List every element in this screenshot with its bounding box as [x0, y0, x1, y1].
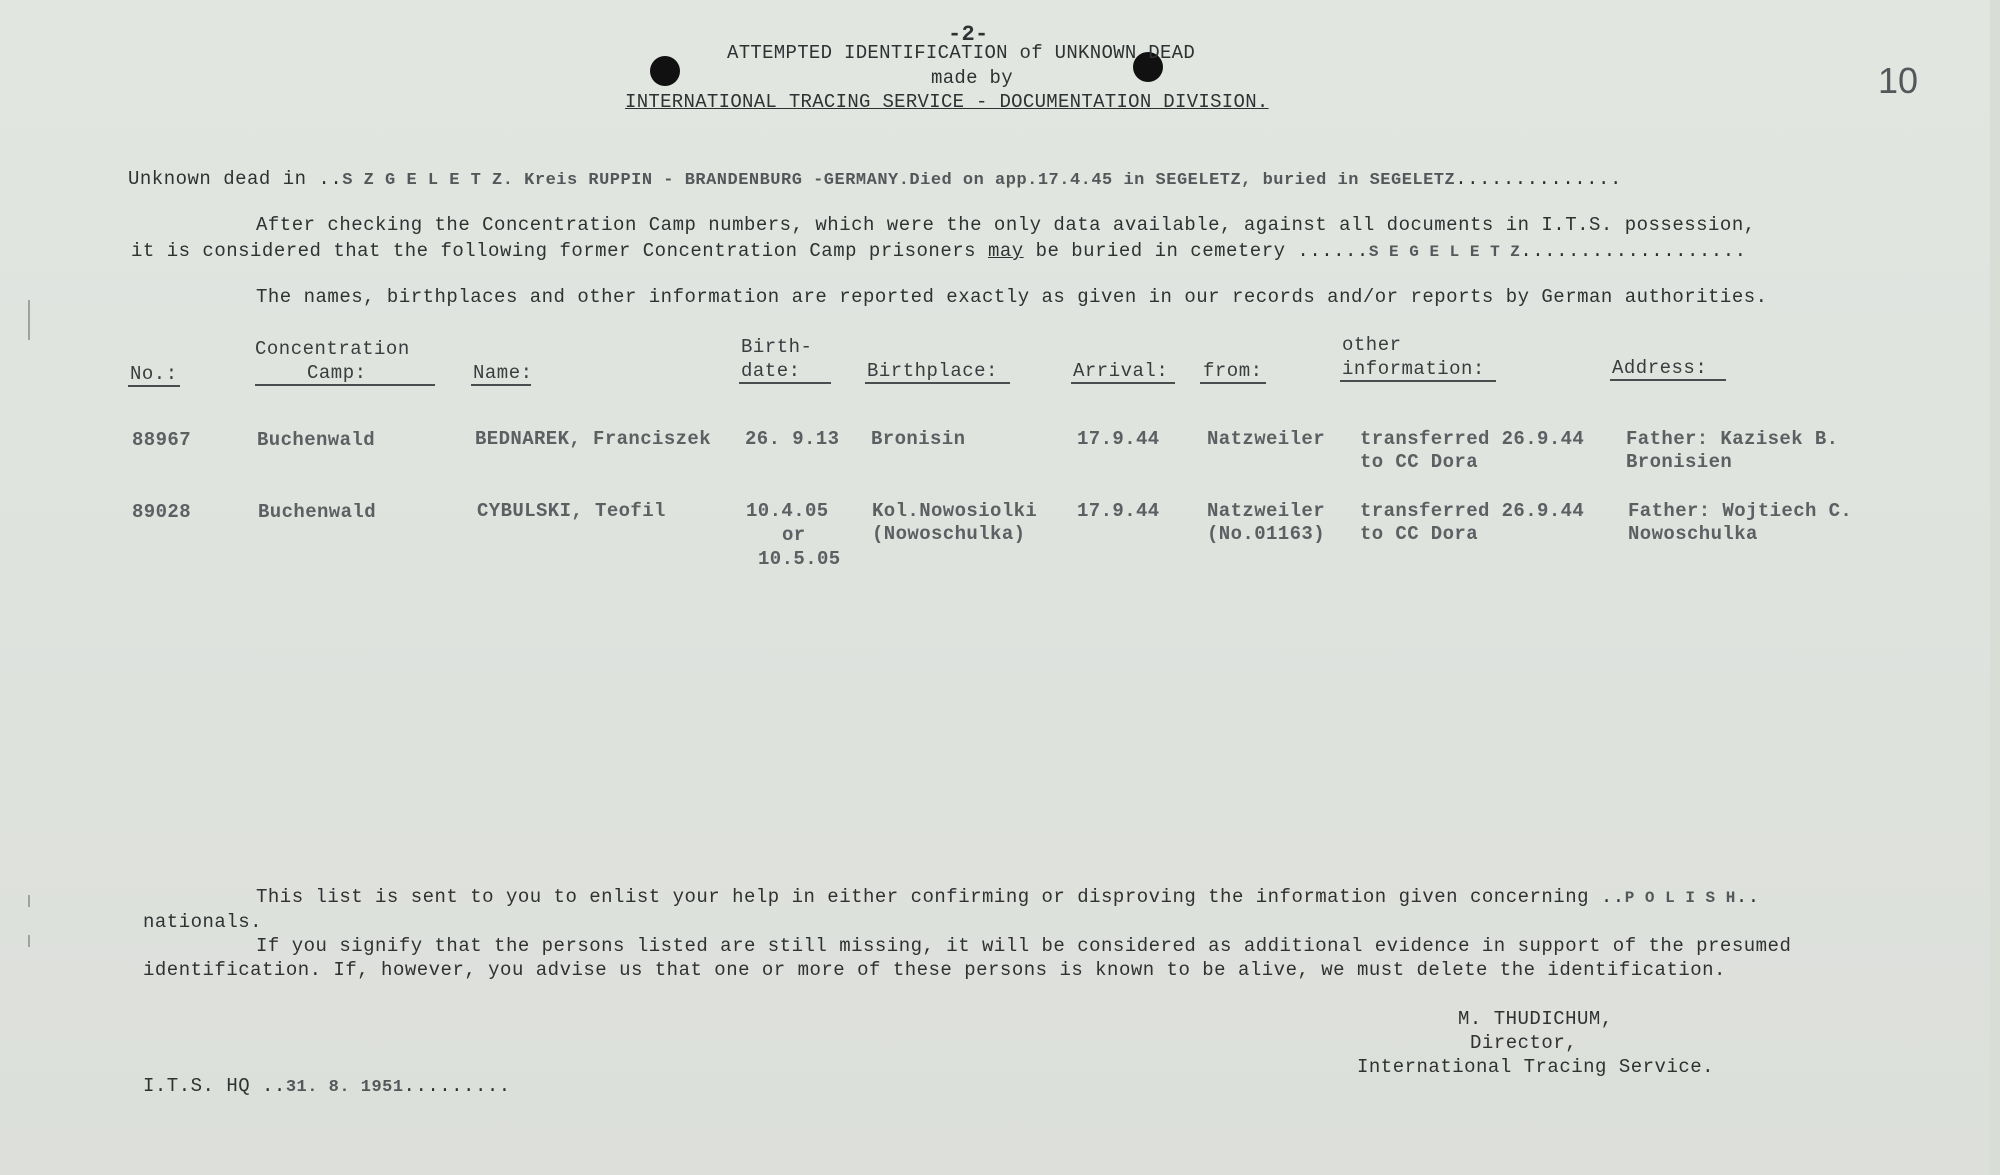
row1-address-line2: Bronisien [1626, 451, 1733, 473]
organization-heading: INTERNATIONAL TRACING SERVICE - DOCUMENTATION DIVISION. [625, 91, 1269, 113]
row2-birthdate: 10.4.05 [746, 500, 829, 522]
row1-from: Natzweiler [1207, 428, 1326, 450]
intro-line2-end: be buried in cemetery ...... [1035, 240, 1369, 262]
unknown-dead-label: Unknown dead in .. [128, 168, 343, 190]
page-marker: -2- [948, 22, 989, 47]
row1-arrival: 17.9.44 [1077, 428, 1160, 450]
row1-address-line1: Father: Kazisek B. [1626, 428, 1839, 450]
cemetery-trail: ................... [1520, 240, 1747, 262]
footer-date-value: 31. 8. 1951 [285, 1078, 404, 1097]
footer-date-trail: ......... [403, 1075, 511, 1097]
cemetery-value: S E G E L E T Z [1368, 243, 1521, 261]
header-name-underline [471, 384, 531, 386]
row2-birthplace-line2: (Nowoschulka) [872, 523, 1026, 545]
closing-line1-start: This list is sent to you to enlist your help in either confirming or disproving the information given concerning .. [256, 886, 1625, 908]
row1-no: 88967 [132, 429, 192, 451]
header-name: Name: [473, 362, 533, 384]
closing-line2: nationals. [143, 911, 263, 933]
row2-birthplace-line1: Kol.Nowosiolki [872, 500, 1038, 522]
closing-line4: identification. If, however, you advise us that one or more of these persons is known to be alive, we must delete the identification. [143, 959, 1726, 981]
header-from: from: [1203, 360, 1263, 382]
header-address-underline [1610, 379, 1726, 381]
row2-from-line2: (No.01163) [1207, 523, 1326, 545]
intro-paragraph-2: The names, birthplaces and other information are reported exactly as given in our records and/or reports by German authorities. [256, 286, 1768, 308]
may-emphasis: may [987, 240, 1024, 262]
unknown-dead-line [128, 168, 1622, 190]
row2-address-line1: Father: Wojtiech C. [1628, 500, 1853, 522]
footer-place-label: I.T.S. HQ .. [143, 1075, 286, 1097]
row1-other-line1: transferred 26.9.44 [1360, 428, 1585, 450]
header-arrival-underline [1071, 382, 1175, 384]
row1-birthdate: 26. 9.13 [745, 428, 840, 450]
made-by: made by [931, 67, 1013, 89]
header-camp-bottom: Camp: [307, 362, 367, 384]
edge-mark [28, 895, 30, 907]
header-camp-underline [255, 384, 435, 386]
row2-other-line1: transferred 26.9.44 [1360, 500, 1585, 522]
unknown-dead-trail: .............. [1455, 168, 1622, 190]
row1-name: BEDNAREK, Franciszek [475, 428, 712, 450]
header-address: Address: [1612, 357, 1708, 379]
punch-hole-left [650, 56, 680, 86]
header-birthdate-underline [739, 382, 831, 384]
closing-line3: If you signify that the persons listed are still missing, it will be considered as additional evidence in support of the presumed [256, 935, 1792, 957]
header-arrival: Arrival: [1073, 360, 1169, 382]
page-number: 10 [1878, 60, 1919, 101]
header-birthdate-top: Birth- [741, 336, 813, 358]
intro-paragraph-line2 [131, 240, 1747, 262]
unknown-dead-value: S Z G E L E T Z. Kreis RUPPIN - BRANDENBURG -GERMANY.Died on app.17.4.45 in SEGELETZ, buried in SEGELETZ [342, 171, 1456, 190]
signature-title: Director, [1470, 1032, 1578, 1054]
document-title: ATTEMPTED IDENTIFICATION of UNKNOWN DEAD [727, 42, 1196, 64]
footer-date-line [143, 1075, 511, 1097]
header-other-top: other [1342, 334, 1402, 356]
header-camp-top: Concentration [255, 338, 410, 360]
header-other-underline [1340, 380, 1496, 382]
row2-birthdate-alt: 10.5.05 [758, 548, 841, 570]
row1-other-line2: to CC Dora [1360, 451, 1479, 473]
row2-name: CYBULSKI, Teofil [477, 500, 666, 522]
edge-mark [28, 935, 30, 947]
nationality-value: P O L I S H [1624, 889, 1736, 907]
row2-other-line2: to CC Dora [1360, 523, 1479, 545]
row2-no: 89028 [132, 501, 192, 523]
signature-name: M. THUDICHUM, [1458, 1008, 1613, 1030]
closing-line1-trail: .. [1735, 886, 1760, 908]
header-birthplace-underline [865, 382, 1010, 384]
row2-camp: Buchenwald [258, 501, 377, 523]
row2-address-line2: Nowoschulka [1628, 523, 1758, 545]
intro-paragraph-line1: After checking the Concentration Camp numbers, which were the only data available, against all documents in I.T.S. possession, [256, 214, 1756, 236]
header-no-underline [128, 385, 180, 387]
row2-birthdate-or: or [782, 524, 806, 546]
closing-line1 [256, 886, 1760, 908]
header-birthplace: Birthplace: [867, 360, 998, 382]
header-other-bottom: information: [1342, 358, 1485, 380]
intro-line2-start: it is considered that the following former Concentration Camp prisoners [131, 240, 977, 262]
header-birthdate-bottom: date: [741, 360, 801, 382]
row2-arrival: 17.9.44 [1077, 500, 1160, 522]
row1-birthplace: Bronisin [871, 428, 966, 450]
header-no: No.: [130, 363, 178, 385]
row1-camp: Buchenwald [257, 429, 376, 451]
edge-mark [28, 300, 30, 340]
header-from-underline [1200, 382, 1266, 384]
row2-from-line1: Natzweiler [1207, 500, 1326, 522]
signature-org: International Tracing Service. [1357, 1056, 1715, 1078]
